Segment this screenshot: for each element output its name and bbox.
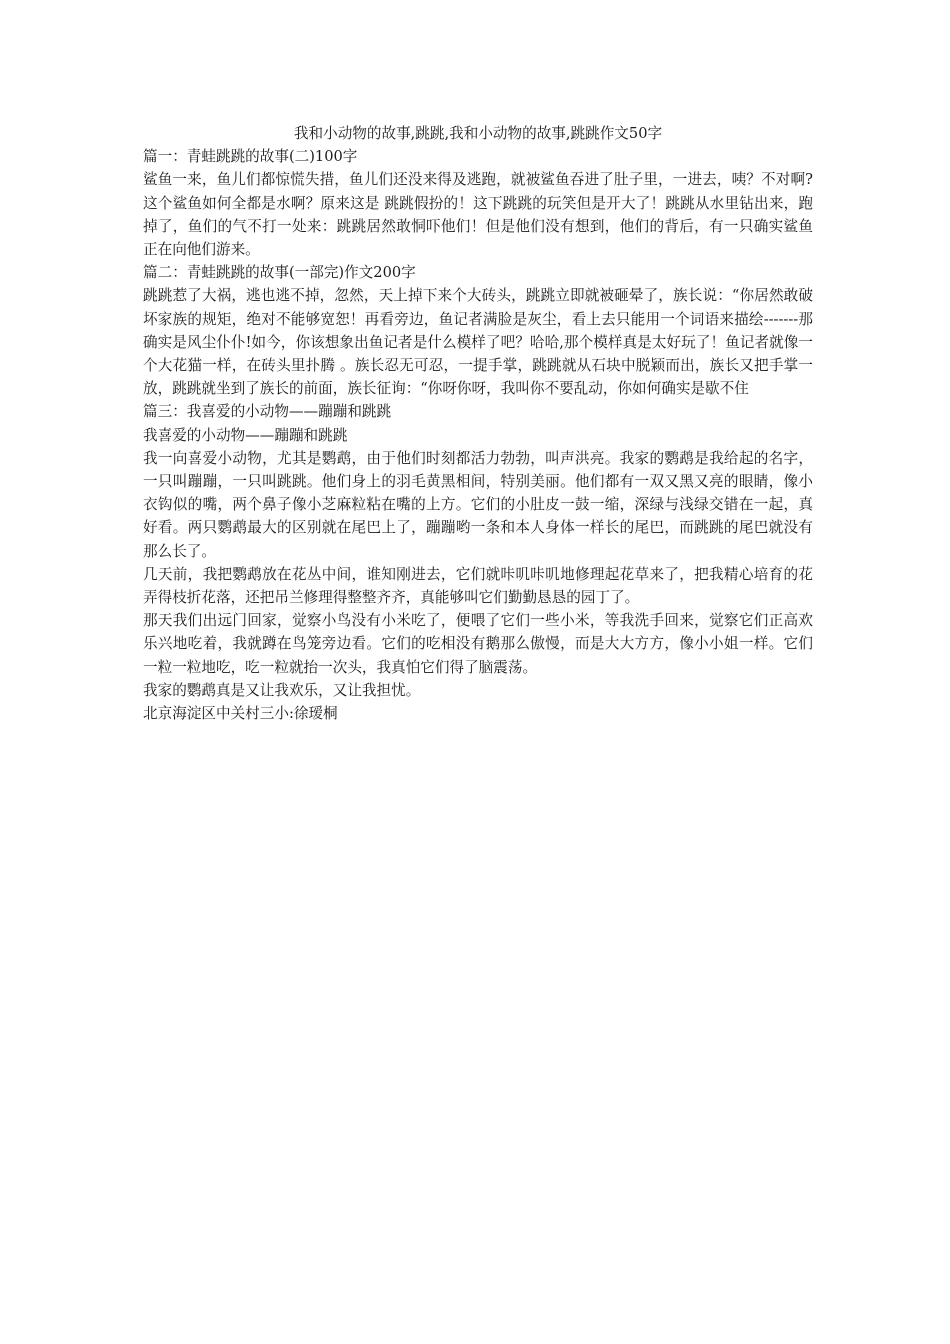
author-line: 北京海淀区中关村三小:徐瑷桐: [143, 705, 338, 723]
paragraph: 我一向喜爱小动物，尤其是鹦鹉，由于他们时刻都活力勃勃，叫声洪亮。我家的鹦鹉是我给起的名字，一只叫蹦蹦，一只叫跳跳。他们身上的羽毛黄黑相间，特别美丽。他们都有一双又黑又亮的眼睛，像小衣钩似的嘴，两个鼻子像小芝麻粒粘在嘴的上方。它们的小肚皮一鼓一缩，深绿与浅绿交错在一起，真好看。两只鹦鹉最大的区别就在尾巴上了，蹦蹦哟一条和本人身体一样长的尾巴，而跳跳的尾巴就没有那么长了。: [143, 449, 813, 560]
section-heading: 篇三：我喜爱的小动物——蹦蹦和跳跳: [143, 403, 392, 421]
paragraph: 鲨鱼一来，鱼儿们都惊慌失措，鱼儿们还没来得及逃跑，就被鲨鱼吞进了肚子里，一进去，咦？不对啊?这个鲨鱼如何全都是水啊？原来这是 跳跳假扮的！这下跳跳的玩笑但是开大了！跳跳从水里钻出来，跑掉了，鱼们的气不打一处来：跳跳居然敢恫吓他们！但是他们没有想到，他们的背后，有一只确实鲨鱼正在向他们游来。: [143, 171, 813, 259]
paragraph: 我家的鹦鹉真是又让我欢乐，又让我担忧。: [143, 681, 421, 699]
document-body: [143, 122, 813, 725]
document-title: 我和小动物的故事,跳跳,我和小动物的故事,跳跳作文50字: [293, 125, 663, 142]
paragraph: 跳跳惹了大祸，逃也逃不掉，忽然，天上掉下来个大砖头，跳跳立即就被砸晕了，族长说：“你居然敢破坏家族的规矩，绝对不能够宽恕！再看旁边，鱼记者满脸是灰尘，看上去只能用一个词语来描绘-------那确实是风尘仆仆!如今，你该想象出鱼记者是什么模样了吧？哈哈,那个模样真是太好玩了！鱼记者就像一个大花猫一样，在砖头里扑腾 。族长忍无可忍，一提手掌，跳跳就从石块中脱颖而出，族长又把手掌一放，跳跳就坐到了族长的前面，族长征询：“你呀你呀，我叫你不要乱动，你如何确实是歇不住: [143, 287, 813, 398]
section-heading: 篇一：青蛙跳跳的故事(二)100字: [143, 148, 358, 166]
paragraph: 几天前，我把鹦鹉放在花丛中间，谁知刚进去，它们就咔叽咔叽地修理起花草来了，把我精心培育的花弄得枝折花落，还把吊兰修理得整整齐齐，真能够叫它们勤勤恳恳的园丁了。: [143, 565, 813, 607]
paragraph: 我喜爱的小动物——蹦蹦和跳跳: [143, 426, 348, 444]
section-heading: 篇二：青蛙跳跳的故事(一部完)作文200字: [143, 264, 416, 282]
paragraph: 那天我们出远门回家，觉察小鸟没有小米吃了，便喂了它们一些小米，等我洗手回来，觉察它们正高欢乐兴地吃着，我就蹲在鸟笼旁边看。它们的吃相没有鹅那么傲慢，而是大大方方，像小小姐一样。它们一粒一粒地吃，吃一粒就抬一次头，我真怕它们得了脑震荡。: [143, 612, 813, 676]
